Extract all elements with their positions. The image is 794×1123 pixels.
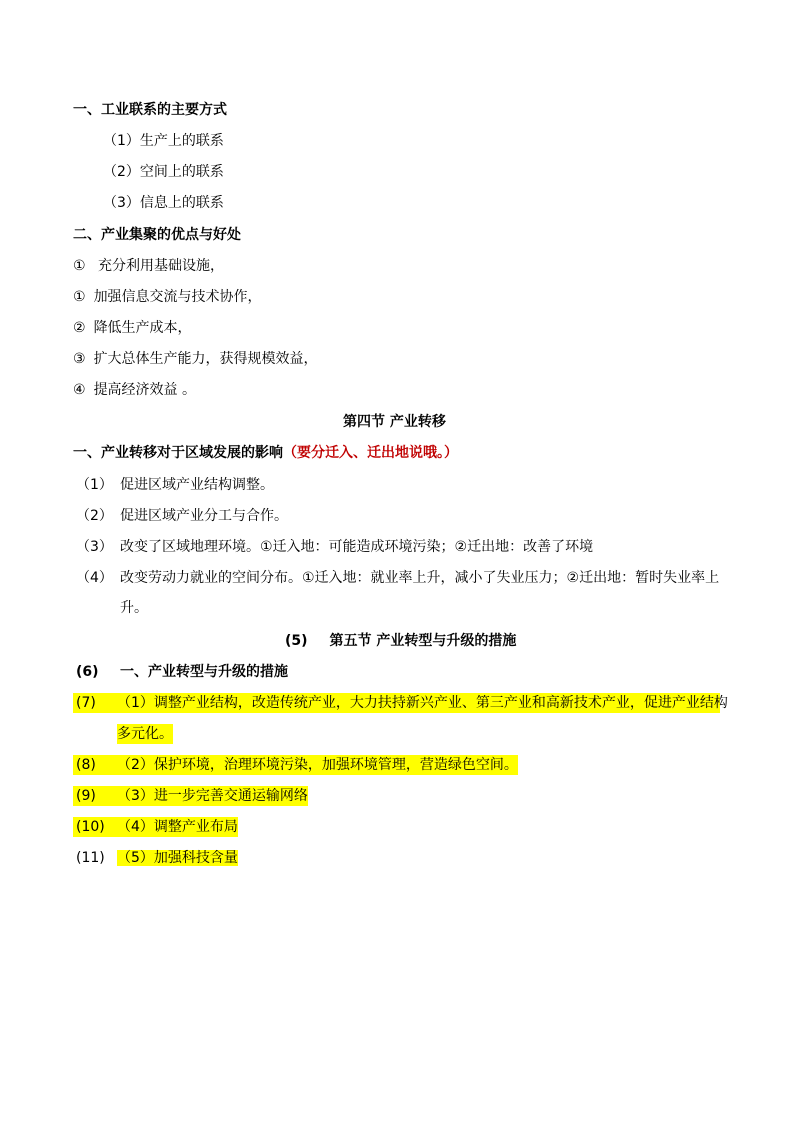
highlighted-list-item — [73, 755, 518, 775]
item-text: 改变劳动力就业的空间分布。①迁入地：就业率上升，减小了失业压力；②迁出地：暂时失业率上 — [120, 570, 720, 586]
highlighted-list-item — [73, 786, 308, 806]
item-number: ④ — [73, 382, 86, 398]
highlighted-list-item — [73, 817, 238, 837]
item-text: 空间上的联系 — [139, 164, 224, 180]
section-agglomeration-heading: 二、产业集聚的优点与好处 — [73, 227, 241, 243]
item-text: （3）进一步完善交通运输网络 — [117, 788, 308, 804]
item-number: （2） — [103, 164, 140, 180]
list-item — [73, 287, 262, 307]
highlighted-list-item — [73, 693, 728, 713]
item-number: (9) — [76, 788, 96, 804]
item-number: (10) — [76, 819, 105, 835]
item-number: (8) — [76, 757, 96, 773]
section-transfer-title: 第四节 产业转移 — [343, 414, 446, 430]
item-text: （5）加强科技含量 — [117, 850, 238, 866]
section-transformation-heading: 一、产业转型与升级的措施 — [120, 664, 288, 680]
section-transfer-heading-line — [73, 443, 458, 463]
section-transfer-heading: 一、产业转移对于区域发展的影响 — [73, 445, 283, 461]
item-number: ③ — [73, 351, 86, 367]
item-number: （1） — [103, 133, 140, 149]
list-item — [103, 162, 224, 182]
section-transfer-note: （要分迁入、迁出地说哦。） — [283, 445, 458, 461]
list-item — [73, 380, 196, 400]
section-linkage-heading: 一、工业联系的主要方式 — [73, 102, 227, 118]
item-number: (6) — [76, 664, 99, 680]
list-item — [73, 256, 224, 276]
item-text: 充分利用基础设施， — [93, 258, 225, 274]
item-text: 促进区域产业结构调整。 — [120, 477, 274, 493]
item-text: 提高经济效益 。 — [93, 382, 197, 398]
item-number: ① — [73, 258, 86, 274]
section-transformation-title: 第五节 产业转型与升级的措施 — [329, 633, 517, 649]
item-text: 生产上的联系 — [139, 133, 224, 149]
item-text: 信息上的联系 — [139, 195, 224, 211]
item-text-continuation: 升。 — [120, 600, 148, 616]
list-item — [73, 848, 238, 868]
item-number: ① — [73, 289, 86, 305]
item-text-continuation: 多元化。 — [117, 726, 173, 742]
item-text: （4）调整产业布局 — [117, 819, 238, 835]
section-transformation-title-line — [285, 631, 516, 651]
list-item — [103, 131, 224, 151]
list-item — [73, 349, 318, 369]
item-number: （4） — [76, 570, 113, 586]
item-text: （1）调整产业结构，改造传统产业，大力扶持新兴产业、第三产业和高新技术产业，促进产业结构 — [117, 695, 728, 711]
item-text: 降低生产成本， — [93, 320, 192, 336]
item-text: 促进区域产业分工与合作。 — [120, 508, 288, 524]
item-number: （3） — [76, 539, 113, 555]
item-text: 改变了区域地理环境。①迁入地：可能造成环境污染；②迁出地：改善了环境 — [120, 539, 594, 555]
item-number: ② — [73, 320, 86, 336]
item-text: 扩大总体生产能力，获得规模效益， — [93, 351, 318, 367]
list-item — [73, 318, 192, 338]
list-item — [103, 193, 224, 213]
item-number: （2） — [76, 508, 113, 524]
item-number: (7) — [76, 695, 96, 711]
item-number: （3） — [103, 195, 140, 211]
item-number: (5) — [285, 633, 308, 649]
item-number: (11) — [76, 850, 105, 866]
item-number: （1） — [76, 477, 113, 493]
item-text: 加强信息交流与技术协作， — [93, 289, 262, 305]
item-text: （2）保护环境，治理环境污染，加强环境管理，营造绿色空间。 — [117, 757, 518, 773]
